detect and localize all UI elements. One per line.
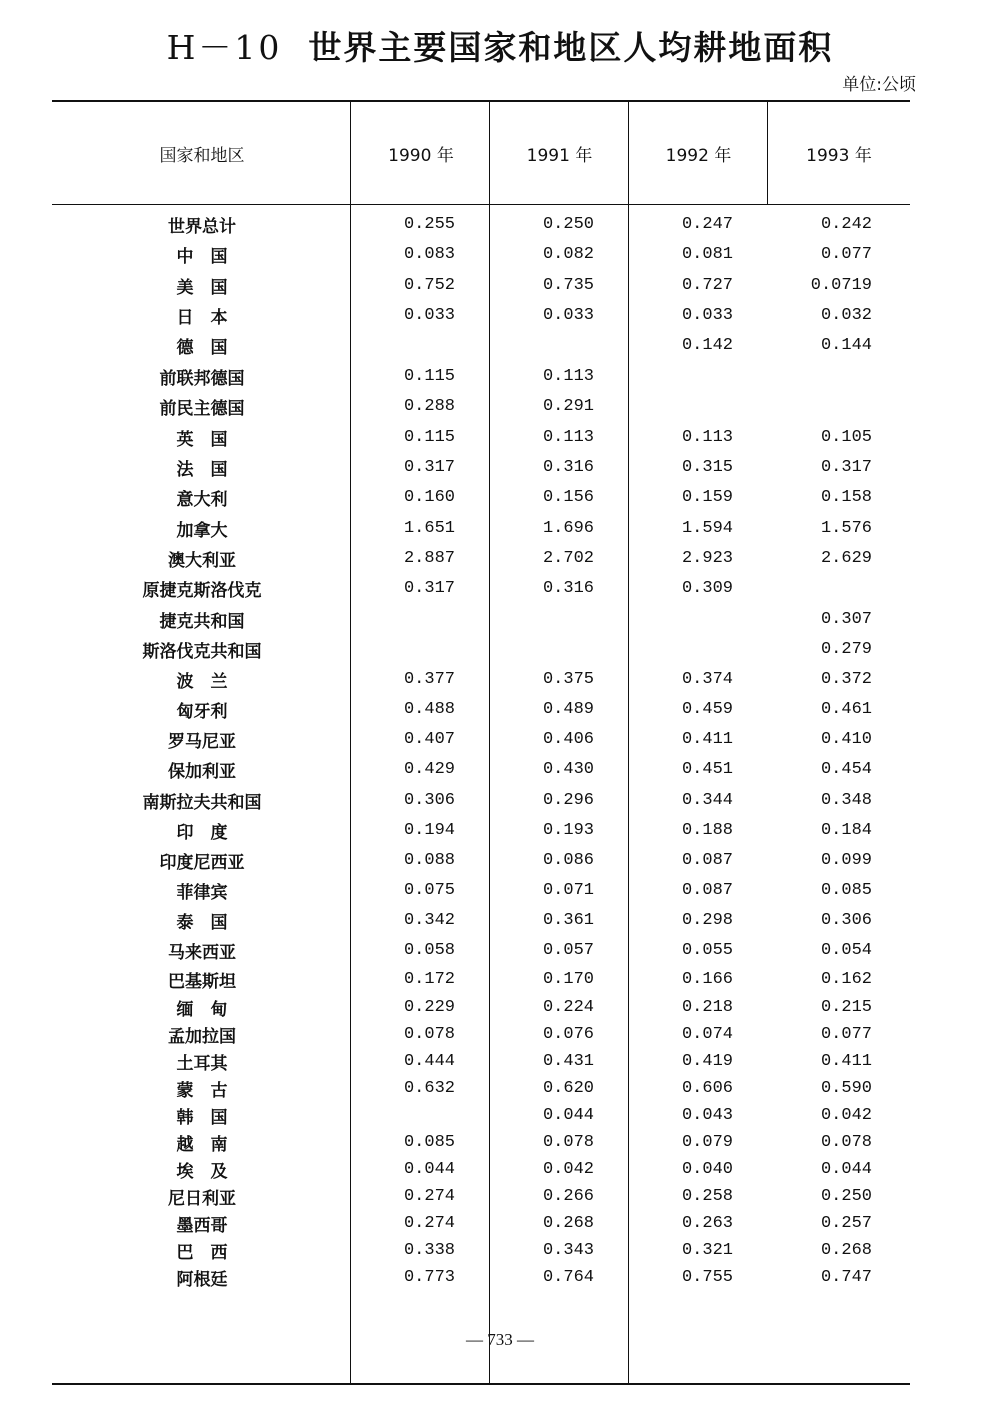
value-1993: 0.257 [820, 1213, 872, 1233]
value-1991: 0.078 [542, 1132, 594, 1152]
value-1992: 0.043 [681, 1105, 733, 1125]
value-1990: 0.194 [403, 820, 455, 840]
value-1990: 0.288 [403, 396, 455, 416]
value-1993: 0.215 [820, 997, 872, 1017]
region-name: 世界总计 [168, 216, 236, 237]
region-name: 泰 国 [176, 912, 228, 933]
table-row [52, 301, 910, 329]
value-1993: 0.054 [820, 940, 872, 960]
region-name: 缅 甸 [176, 999, 228, 1020]
region-name: 加拿大 [176, 520, 228, 541]
column-divider [350, 100, 351, 1385]
value-1990 [335, 605, 455, 633]
region-name: 捷克共和国 [159, 611, 245, 632]
value-1992: 0.451 [681, 759, 733, 779]
region-name: 菲律宾 [176, 882, 228, 903]
value-1992: 0.727 [681, 275, 733, 295]
table-code: H－10 [166, 28, 283, 67]
value-1993: 0.162 [820, 969, 872, 989]
header-1993: 1993 年 [806, 145, 872, 166]
value-1990: 0.058 [403, 940, 455, 960]
region-name: 保加利亚 [168, 761, 236, 782]
value-1991: 0.082 [542, 244, 594, 264]
region-name: 越 南 [176, 1134, 228, 1155]
value-1990: 0.632 [403, 1078, 455, 1098]
value-1991: 0.224 [542, 997, 594, 1017]
value-1990: 0.078 [403, 1024, 455, 1044]
value-1992: 0.344 [681, 790, 733, 810]
table-row [52, 423, 910, 451]
table-bottom-rule [52, 1383, 910, 1385]
region-name: 罗马尼亚 [168, 731, 236, 752]
value-1993: 1.576 [820, 518, 872, 538]
column-divider [489, 100, 490, 1385]
value-1993: 0.372 [820, 669, 872, 689]
unit-label: 单位:公顷 [842, 75, 916, 95]
value-1993: 0.747 [820, 1267, 872, 1287]
value-1993: 0.032 [820, 305, 872, 325]
value-1990: 0.115 [403, 427, 455, 447]
value-1991: 0.735 [542, 275, 594, 295]
value-1990: 0.773 [403, 1267, 455, 1287]
value-1993: 0.410 [820, 729, 872, 749]
value-1991: 0.406 [542, 729, 594, 749]
table-row [52, 665, 910, 693]
value-1991: 0.361 [542, 910, 594, 930]
region-name: 南斯拉夫共和国 [142, 792, 262, 813]
table-row [52, 1236, 910, 1264]
header-1991: 1991 年 [526, 145, 593, 166]
value-1991: 0.489 [542, 699, 594, 719]
table-row [52, 605, 910, 633]
value-1993: 0.0719 [810, 275, 872, 295]
value-1990: 0.752 [403, 275, 455, 295]
table-row [52, 514, 910, 542]
value-1993: 0.590 [820, 1078, 872, 1098]
value-1992: 0.033 [681, 305, 733, 325]
table-row [52, 271, 910, 299]
value-1992 [613, 635, 733, 663]
region-name: 日 本 [176, 307, 228, 328]
table-row [52, 392, 910, 420]
table-row [52, 1209, 910, 1237]
region-name: 阿根廷 [176, 1269, 228, 1290]
region-name: 墨西哥 [176, 1215, 228, 1236]
region-name: 匈牙利 [176, 701, 228, 722]
region-name: 英 国 [176, 429, 228, 450]
value-1992: 0.040 [681, 1159, 733, 1179]
value-1990 [335, 331, 455, 359]
region-name: 波 兰 [176, 671, 228, 692]
header-region: 国家和地区 [159, 145, 245, 166]
value-1991: 0.296 [542, 790, 594, 810]
table-row [52, 906, 910, 934]
value-1991 [474, 605, 594, 633]
value-1990: 0.444 [403, 1051, 455, 1071]
region-name: 尼日利亚 [168, 1188, 236, 1209]
region-name: 印 度 [176, 822, 228, 843]
region-name: 美 国 [176, 277, 228, 298]
value-1992: 0.411 [681, 729, 733, 749]
value-1991: 0.250 [542, 214, 594, 234]
value-1992: 0.081 [681, 244, 733, 264]
value-1993: 0.085 [820, 880, 872, 900]
value-1992: 1.594 [681, 518, 733, 538]
value-1993: 0.242 [820, 214, 872, 234]
value-1992: 0.087 [681, 850, 733, 870]
value-1990: 0.229 [403, 997, 455, 1017]
value-1991: 0.193 [542, 820, 594, 840]
value-1992: 0.247 [681, 214, 733, 234]
value-1990: 0.088 [403, 850, 455, 870]
value-1993: 0.184 [820, 820, 872, 840]
value-1991: 0.071 [542, 880, 594, 900]
value-1992: 0.606 [681, 1078, 733, 1098]
value-1991: 0.316 [542, 578, 594, 598]
region-name: 埃 及 [176, 1161, 228, 1182]
value-1991: 0.268 [542, 1213, 594, 1233]
value-1993: 0.250 [820, 1186, 872, 1206]
value-1991 [474, 635, 594, 663]
value-1992: 0.079 [681, 1132, 733, 1152]
table-row [52, 725, 910, 753]
value-1990: 0.172 [403, 969, 455, 989]
table-row [52, 1101, 910, 1129]
value-1991: 0.113 [542, 427, 594, 447]
table-row [52, 816, 910, 844]
table-title: 世界主要国家和地区人均耕地面积 [308, 28, 834, 67]
table-row [52, 993, 910, 1021]
value-1993: 0.144 [820, 335, 872, 355]
value-1993: 0.317 [820, 457, 872, 477]
value-1993: 0.105 [820, 427, 872, 447]
value-1990: 0.317 [403, 457, 455, 477]
value-1993: 0.078 [820, 1132, 872, 1152]
value-1990: 0.255 [403, 214, 455, 234]
value-1993: 0.044 [820, 1159, 872, 1179]
table-row [52, 965, 910, 993]
value-1992: 0.142 [681, 335, 733, 355]
value-1991: 0.113 [542, 366, 594, 386]
value-1993: 0.306 [820, 910, 872, 930]
value-1990: 0.085 [403, 1132, 455, 1152]
value-1993: 0.348 [820, 790, 872, 810]
value-1991: 0.156 [542, 487, 594, 507]
value-1990: 0.274 [403, 1213, 455, 1233]
value-1992: 0.459 [681, 699, 733, 719]
value-1993: 0.042 [820, 1105, 872, 1125]
region-name: 澳大利亚 [168, 550, 236, 571]
value-1991: 0.057 [542, 940, 594, 960]
value-1991: 0.044 [542, 1105, 594, 1125]
table-row [52, 695, 910, 723]
region-name: 蒙 古 [176, 1080, 228, 1101]
value-1990: 2.887 [403, 548, 455, 568]
value-1991: 1.696 [542, 518, 594, 538]
value-1991: 0.076 [542, 1024, 594, 1044]
value-1992: 0.374 [681, 669, 733, 689]
value-1992: 0.258 [681, 1186, 733, 1206]
value-1992: 0.113 [681, 427, 733, 447]
value-1990 [335, 635, 455, 663]
table-row [52, 362, 910, 390]
table-row [52, 846, 910, 874]
table-row [52, 210, 910, 238]
table-row [52, 1020, 910, 1048]
table-row [52, 483, 910, 511]
table-row [52, 1263, 910, 1291]
table-row [52, 876, 910, 904]
value-1993: 0.454 [820, 759, 872, 779]
region-name: 马来西亚 [168, 942, 236, 963]
value-1991: 0.291 [542, 396, 594, 416]
value-1991: 0.620 [542, 1078, 594, 1098]
region-name: 前民主德国 [159, 398, 245, 419]
value-1992: 0.074 [681, 1024, 733, 1044]
value-1993: 0.279 [820, 639, 872, 659]
value-1993: 0.461 [820, 699, 872, 719]
value-1990: 0.429 [403, 759, 455, 779]
region-name: 巴 西 [176, 1242, 228, 1263]
value-1992: 0.755 [681, 1267, 733, 1287]
value-1992: 0.166 [681, 969, 733, 989]
region-name: 韩 国 [176, 1107, 228, 1128]
value-1993: 0.077 [820, 1024, 872, 1044]
region-name: 孟加拉国 [168, 1026, 236, 1047]
value-1991: 0.170 [542, 969, 594, 989]
value-1993 [752, 362, 872, 390]
value-1991: 0.086 [542, 850, 594, 870]
value-1991: 0.431 [542, 1051, 594, 1071]
region-name: 土耳其 [176, 1053, 228, 1074]
table-row [52, 755, 910, 783]
value-1992 [613, 362, 733, 390]
value-1990: 0.306 [403, 790, 455, 810]
value-1990: 0.115 [403, 366, 455, 386]
value-1991: 0.316 [542, 457, 594, 477]
value-1990: 1.651 [403, 518, 455, 538]
value-1991: 0.042 [542, 1159, 594, 1179]
value-1990: 0.338 [403, 1240, 455, 1260]
value-1991 [474, 331, 594, 359]
region-name: 印度尼西亚 [159, 852, 245, 873]
table-row [52, 453, 910, 481]
region-name: 德 国 [176, 337, 228, 358]
value-1992 [613, 392, 733, 420]
value-1992: 0.055 [681, 940, 733, 960]
value-1993: 0.099 [820, 850, 872, 870]
value-1993: 0.307 [820, 609, 872, 629]
value-1991: 0.266 [542, 1186, 594, 1206]
header-1990: 1990 年 [388, 145, 454, 166]
value-1990: 0.044 [403, 1159, 455, 1179]
table-row [52, 240, 910, 268]
value-1992 [613, 605, 733, 633]
value-1990: 0.317 [403, 578, 455, 598]
value-1990 [335, 1101, 455, 1129]
region-name: 中 国 [176, 246, 228, 267]
region-name: 原捷克斯洛伐克 [142, 580, 262, 601]
value-1992: 0.188 [681, 820, 733, 840]
table-row [52, 1128, 910, 1156]
value-1990: 0.274 [403, 1186, 455, 1206]
value-1991: 0.343 [542, 1240, 594, 1260]
table-row [52, 635, 910, 663]
value-1992: 0.218 [681, 997, 733, 1017]
value-1990: 0.033 [403, 305, 455, 325]
value-1993: 2.629 [820, 548, 872, 568]
value-1992: 0.159 [681, 487, 733, 507]
page-number: — 733 — [466, 1330, 534, 1349]
table-row [52, 544, 910, 572]
table-row [52, 574, 910, 602]
value-1992: 0.263 [681, 1213, 733, 1233]
table-header [52, 102, 910, 205]
value-1991: 2.702 [542, 548, 594, 568]
value-1993 [752, 392, 872, 420]
value-1990: 0.083 [403, 244, 455, 264]
region-name: 法 国 [176, 459, 228, 480]
value-1990: 0.075 [403, 880, 455, 900]
page-title [0, 22, 1000, 69]
value-1991: 0.430 [542, 759, 594, 779]
data-table [52, 100, 910, 1385]
value-1992: 0.321 [681, 1240, 733, 1260]
region-name: 前联邦德国 [159, 368, 245, 389]
value-1991: 0.375 [542, 669, 594, 689]
value-1992: 0.087 [681, 880, 733, 900]
column-divider [767, 100, 768, 204]
table-row [52, 1182, 910, 1210]
column-divider [628, 100, 629, 1385]
header-1992: 1992 年 [665, 145, 732, 166]
value-1991: 0.764 [542, 1267, 594, 1287]
region-name: 意大利 [176, 489, 228, 510]
table-row [52, 786, 910, 814]
table-row [52, 1155, 910, 1183]
value-1992: 0.298 [681, 910, 733, 930]
table-row [52, 331, 910, 359]
value-1990: 0.407 [403, 729, 455, 749]
value-1992: 0.419 [681, 1051, 733, 1071]
value-1991: 0.033 [542, 305, 594, 325]
value-1990: 0.488 [403, 699, 455, 719]
region-name: 巴基斯坦 [168, 971, 236, 992]
value-1993: 0.077 [820, 244, 872, 264]
value-1990: 0.377 [403, 669, 455, 689]
value-1993 [752, 574, 872, 602]
value-1992: 0.309 [681, 578, 733, 598]
value-1992: 0.315 [681, 457, 733, 477]
region-name: 斯洛伐克共和国 [142, 641, 262, 662]
value-1990: 0.160 [403, 487, 455, 507]
table-row [52, 1074, 910, 1102]
value-1993: 0.411 [820, 1051, 872, 1071]
table-row [52, 936, 910, 964]
value-1993: 0.158 [820, 487, 872, 507]
value-1992: 2.923 [681, 548, 733, 568]
value-1993: 0.268 [820, 1240, 872, 1260]
table-row [52, 1047, 910, 1075]
table-body [52, 205, 910, 1383]
value-1990: 0.342 [403, 910, 455, 930]
